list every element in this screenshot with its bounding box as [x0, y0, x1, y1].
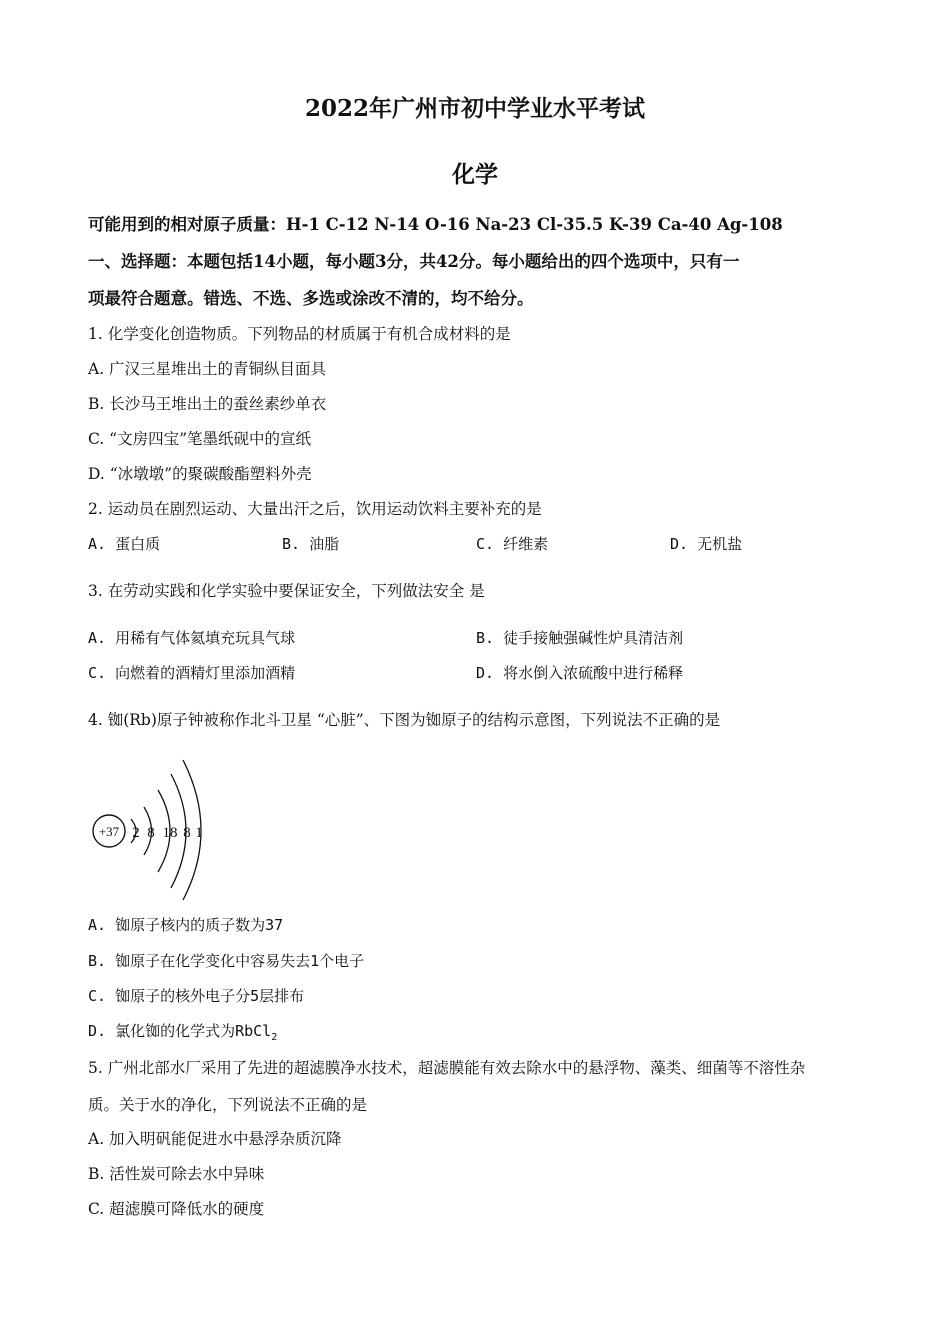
- rubidium-atom-structure-diagram: [86, 752, 226, 902]
- shell-3-electrons: 18: [162, 825, 178, 841]
- question-4-stem: 4. 铷(Rb)原子钟被称作北斗卫星 “心脏”、下图为铷原子的结构示意图，下列说法不正确的是: [88, 711, 721, 729]
- question-4-option-d-subscript: 2: [271, 1032, 278, 1043]
- question-3-option-b: B. 徒手接触强碱性炉具清洁剂: [476, 629, 684, 647]
- section-instruction-line2: 项最符合题意。错选、不选、多选或涂改不清的，均不给分。: [88, 289, 534, 308]
- question-4-option-c: C. 铷原子的核外电子分5层排布: [88, 987, 305, 1005]
- question-4-option-a: A. 铷原子核内的质子数为37: [88, 916, 284, 934]
- question-5-option-a: A. 加入明矾能促进水中悬浮杂质沉降: [88, 1130, 342, 1148]
- shell-4-electrons: 8: [183, 825, 191, 841]
- question-5-option-c: C. 超滤膜可降低水的硬度: [88, 1200, 265, 1218]
- question-5-option-b: B. 活性炭可除去水中异味: [88, 1165, 265, 1183]
- question-5-stem-line2: 质。关于水的净化，下列说法不正确的是: [88, 1096, 368, 1114]
- shell-2-electrons: 8: [147, 825, 155, 841]
- section-instruction-line1: 一、选择题：本题包括14小题，每小题3分，共42分。每小题给出的四个选项中，只有一: [88, 252, 740, 271]
- question-2-option-b: B. 油脂: [282, 535, 340, 553]
- question-4-option-b: B. 铷原子在化学变化中容易失去1个电子: [88, 952, 365, 970]
- shell-1-electrons: 2: [132, 825, 140, 841]
- question-3-option-d: D. 将水倒入浓硫酸中进行稀释: [476, 664, 684, 682]
- question-3-option-a: A. 用稀有气体氦填充玩具气球: [88, 629, 296, 647]
- shell-5-electrons: 1: [195, 825, 203, 841]
- question-1-option-a: A. 广汉三星堆出土的青铜纵目面具: [88, 360, 327, 378]
- question-2-option-a: A. 蛋白质: [88, 535, 161, 553]
- question-1-option-d: D. “冰墩墩”的聚碳酸酯塑料外壳: [88, 465, 312, 483]
- atomic-masses-line: 可能用到的相对原子质量：H-1 C-12 N-14 O-16 Na-23 Cl-35.5 K-39 Ca-40 Ag-108: [88, 215, 783, 234]
- question-4-option-d-text: D. 氯化铷的化学式为RbCl: [88, 1022, 272, 1040]
- question-3-option-c: C. 向燃着的酒精灯里添加酒精: [88, 664, 296, 682]
- question-2-option-c: C. 纤维素: [476, 535, 549, 553]
- nucleus-charge: +37: [98, 824, 120, 839]
- question-3-stem: 3. 在劳动实践和化学实验中要保证安全，下列做法安全 是: [88, 582, 485, 600]
- question-5-stem-line1: 5. 广州北部水厂采用了先进的超滤膜净水技术，超滤膜能有效去除水中的悬浮物、藻类、细菌等不溶性杂: [88, 1059, 806, 1077]
- question-2-stem: 2. 运动员在剧烈运动、大量出汗之后，饮用运动饮料主要补充的是: [88, 500, 542, 518]
- question-2-option-d: D. 无机盐: [670, 535, 743, 553]
- subject-title: 化学: [452, 161, 498, 188]
- page-title: 2022年广州市初中学业水平考试: [304, 95, 645, 122]
- question-1-option-c: C. “文房四宝”笔墨纸砚中的宣纸: [88, 430, 312, 448]
- question-1-stem: 1. 化学变化创造物质。下列物品的材质属于有机合成材料的是: [88, 325, 511, 343]
- question-4-option-d: [88, 1020, 277, 1043]
- question-1-option-b: B. 长沙马王堆出土的蚕丝素纱单衣: [88, 395, 327, 413]
